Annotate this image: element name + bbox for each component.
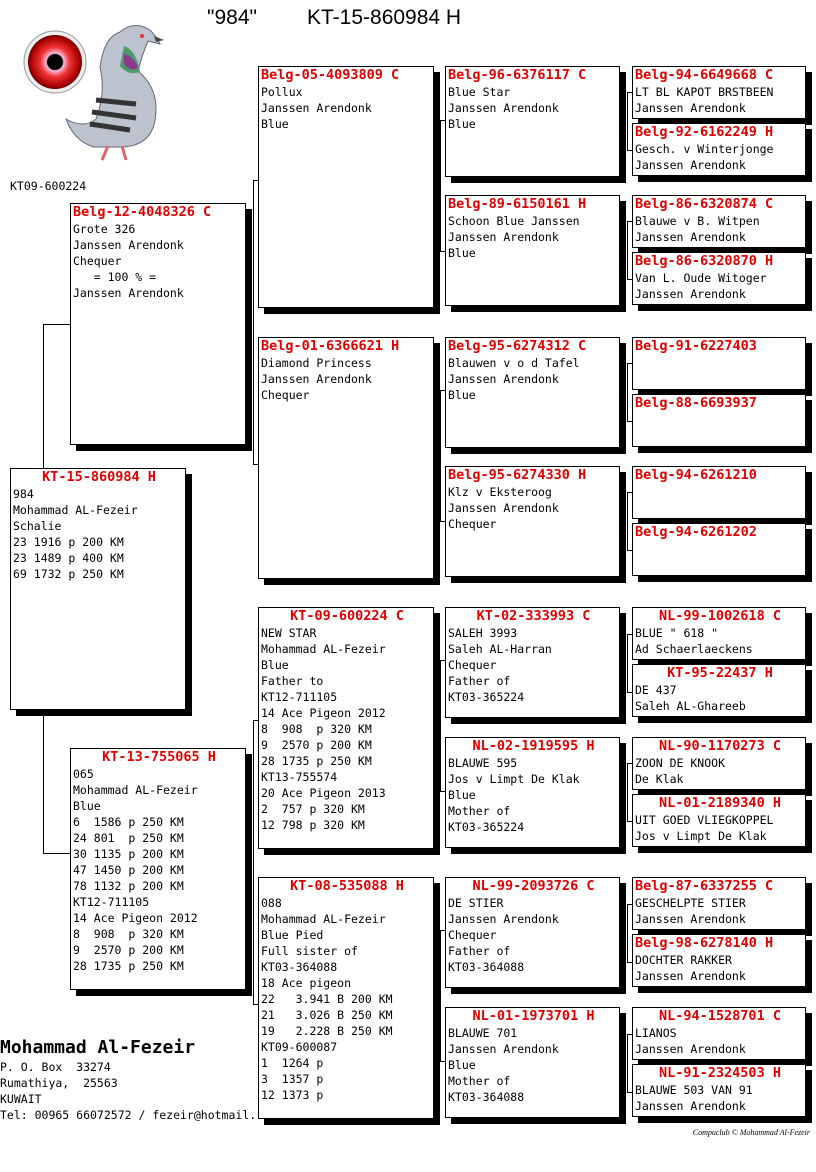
info-line: Janssen Arendonk bbox=[448, 912, 559, 926]
info-line: Chequer bbox=[261, 388, 310, 402]
info-line: Jos v Limpt De Klak bbox=[448, 772, 580, 786]
info-line: KT13-755574 bbox=[261, 770, 338, 784]
info-line: 065 bbox=[73, 767, 94, 781]
info-line: Mother of bbox=[448, 804, 511, 818]
ancestor-card[interactable] bbox=[632, 66, 806, 119]
info-line: 8 908 p 320 KM bbox=[73, 927, 184, 941]
info-line: Janssen Arendonk bbox=[635, 101, 746, 115]
ancestor-card[interactable] bbox=[632, 607, 806, 660]
info-line: 19 2.228 B 250 KM bbox=[261, 1024, 393, 1038]
pigeon-eye-logo-icon bbox=[8, 12, 168, 164]
info-line: 3 1357 p bbox=[261, 1072, 324, 1086]
info-line: Blue bbox=[448, 788, 476, 802]
ring-number: Belg-92-6162249 H bbox=[635, 124, 774, 140]
info-line: 22 3.941 B 200 KM bbox=[261, 992, 393, 1006]
info-line: Grote 326 bbox=[73, 222, 136, 236]
info-line: LIANOS bbox=[635, 1026, 677, 1040]
info-line: 9 2570 p 200 KM bbox=[261, 738, 372, 752]
info-line: Full sister of bbox=[261, 944, 358, 958]
ancestor-card[interactable] bbox=[632, 394, 806, 447]
ring-number: KT-15-860984 H bbox=[42, 469, 156, 485]
info-line: Mohammad AL-Fezeir bbox=[261, 912, 386, 926]
info-line: 23 1916 p 200 KM bbox=[13, 535, 124, 549]
info-line: = 100 % = bbox=[73, 270, 157, 284]
info-line: 47 1450 p 200 KM bbox=[73, 863, 184, 877]
info-line: NEW STAR bbox=[261, 626, 317, 640]
info-line: Janssen Arendonk bbox=[448, 1042, 559, 1056]
ring-number: Belg-05-4093809 C bbox=[261, 67, 400, 83]
info-line: DE STIER bbox=[448, 896, 504, 910]
great-grandparent-card[interactable] bbox=[445, 466, 620, 577]
info-line: Blauwe v B. Witpen bbox=[635, 214, 760, 228]
grandparent-card[interactable] bbox=[258, 66, 434, 308]
info-line: Janssen Arendonk bbox=[635, 1099, 746, 1113]
info-line: 6 1586 p 250 KM bbox=[73, 815, 184, 829]
ring-number: Belg-89-6150161 H bbox=[448, 196, 587, 212]
ring-number: Belg-94-6261202 bbox=[635, 524, 757, 540]
info-line: 28 1735 p 250 KM bbox=[73, 959, 184, 973]
info-line: Janssen Arendonk bbox=[635, 230, 746, 244]
info-line: Janssen Arendonk bbox=[635, 1042, 746, 1056]
info-line: Saleh AL-Harran bbox=[448, 642, 552, 656]
ring-number: NL-02-1919595 H bbox=[472, 738, 595, 754]
ring-number: NL-01-2189340 H bbox=[659, 795, 781, 811]
ancestor-card[interactable] bbox=[632, 1064, 806, 1117]
info-line: 78 1132 p 200 KM bbox=[73, 879, 184, 893]
info-line: GESCHELPTE STIER bbox=[635, 896, 746, 910]
info-line: 984 bbox=[13, 487, 34, 501]
ancestor-card[interactable] bbox=[632, 794, 806, 847]
info-line: Chequer bbox=[448, 658, 497, 672]
ancestor-card[interactable] bbox=[632, 252, 806, 305]
info-line: 30 1135 p 200 KM bbox=[73, 847, 184, 861]
info-line: Gesch. v Winterjonge bbox=[635, 142, 774, 156]
ancestor-card[interactable] bbox=[632, 877, 806, 930]
info-line: Schalie bbox=[13, 519, 62, 533]
grandparent-card[interactable] bbox=[258, 877, 434, 1119]
wire bbox=[43, 708, 71, 854]
info-line: DE 437 bbox=[635, 683, 677, 697]
info-line: KT12-711105 bbox=[261, 690, 338, 704]
info-line: Chequer bbox=[448, 517, 497, 531]
info-line: 088 bbox=[261, 896, 282, 910]
ring-number: KT-95-22437 H bbox=[667, 665, 773, 681]
info-line: ZOON DE KNOOK bbox=[635, 756, 726, 770]
wire bbox=[43, 324, 71, 472]
info-line: KT03-364088 bbox=[448, 960, 525, 974]
info-line: Blue bbox=[261, 117, 289, 131]
info-line: Ad Schaerlaeckens bbox=[635, 642, 753, 656]
info-line: Janssen Arendonk bbox=[635, 912, 746, 926]
software-credit: Compuclub © Mohammad Al-Fezeir bbox=[692, 1128, 810, 1137]
ring-number: Belg-95-6274330 H bbox=[448, 467, 587, 483]
ring-number: Belg-88-6693937 bbox=[635, 395, 757, 411]
info-line: Janssen Arendonk bbox=[73, 286, 184, 300]
info-line: Chequer bbox=[448, 928, 497, 942]
ring-number: NL-94-1528701 C bbox=[659, 1008, 781, 1024]
pigeon-name: "984" bbox=[207, 6, 257, 29]
info-line: Janssen Arendonk bbox=[635, 287, 746, 301]
info-line: 21 3.026 B 250 KM bbox=[261, 1008, 393, 1022]
info-line: Janssen Arendonk bbox=[448, 230, 559, 244]
info-line: 8 908 p 320 KM bbox=[261, 722, 372, 736]
info-line: Janssen Arendonk bbox=[635, 969, 746, 983]
owner-address-line: Rumathiya, 25563 bbox=[0, 1076, 118, 1090]
info-line: Mother of bbox=[448, 1074, 511, 1088]
ring-number: Belg-94-6649668 C bbox=[635, 67, 774, 83]
info-line: Janssen Arendonk bbox=[448, 372, 559, 386]
info-line: 18 Ace pigeon bbox=[261, 976, 352, 990]
info-line: 24 801 p 250 KM bbox=[73, 831, 184, 845]
ancestor-card[interactable] bbox=[632, 123, 806, 176]
ancestor-card[interactable] bbox=[632, 195, 806, 248]
ring-number: KT-02-333993 C bbox=[476, 608, 591, 624]
ring-number: Belg-87-6337255 C bbox=[635, 878, 774, 894]
owner-country: KUWAIT bbox=[0, 1092, 42, 1106]
info-line: SALEH 3993 bbox=[448, 626, 518, 640]
subject-pigeon-card[interactable] bbox=[10, 468, 186, 710]
info-line: Janssen Arendonk bbox=[635, 158, 746, 172]
owner-name: Mohammad Al-Fezeir bbox=[0, 1037, 196, 1058]
ancestor-card[interactable] bbox=[632, 466, 806, 519]
info-line: Blue bbox=[73, 799, 101, 813]
grandparent-card[interactable] bbox=[258, 607, 434, 849]
info-line: Blue bbox=[448, 388, 476, 402]
ring-number: KT-09-600224 C bbox=[290, 608, 404, 624]
great-grandparent-card[interactable] bbox=[445, 66, 620, 177]
info-line: Diamond Princess bbox=[261, 356, 372, 370]
info-line: 2 757 p 320 KM bbox=[261, 802, 365, 816]
info-line: KT03-365224 bbox=[448, 820, 525, 834]
ring-number: NL-90-1170273 C bbox=[659, 738, 781, 754]
ancestor-card[interactable] bbox=[632, 934, 806, 987]
info-line: DOCHTER RAKKER bbox=[635, 953, 732, 967]
logo bbox=[8, 12, 168, 164]
info-line: Van L. Oude Witoger bbox=[635, 271, 767, 285]
ancestor-card[interactable] bbox=[632, 337, 806, 390]
ring-number: KT-13-755065 H bbox=[102, 749, 216, 765]
info-line: KT03-364088 bbox=[261, 960, 338, 974]
info-line: Schoon Blue Janssen bbox=[448, 214, 580, 228]
info-line: Janssen Arendonk bbox=[448, 501, 559, 515]
info-line: Mohammad AL-Fezeir bbox=[261, 642, 386, 656]
info-line: Blauwen v o d Tafel bbox=[448, 356, 580, 370]
info-line: 12 1373 p bbox=[261, 1088, 324, 1102]
ancestor-card[interactable] bbox=[632, 1007, 806, 1060]
grandparent-card[interactable] bbox=[258, 337, 434, 579]
ring-number: Belg-94-6261210 bbox=[635, 467, 757, 483]
info-line: Janssen Arendonk bbox=[73, 238, 184, 252]
info-line: Blue bbox=[261, 658, 289, 672]
ring-number: Belg-86-6320870 H bbox=[635, 253, 774, 269]
info-line: KT12-711105 bbox=[73, 895, 150, 909]
great-grandparent-card[interactable] bbox=[445, 1007, 620, 1118]
info-line: 20 Ace Pigeon 2013 bbox=[261, 786, 386, 800]
info-line: 23 1489 p 400 KM bbox=[13, 551, 124, 565]
info-line: Chequer bbox=[73, 254, 122, 268]
info-line: Mohammad AL-Fezeir bbox=[73, 783, 198, 797]
ring-number: KT-08-535088 H bbox=[290, 878, 404, 894]
info-line: Janssen Arendonk bbox=[448, 101, 559, 115]
ring-number: Belg-95-6274312 C bbox=[448, 338, 587, 354]
info-line: Mohammad AL-Fezeir bbox=[13, 503, 138, 517]
ring-number: Belg-86-6320874 C bbox=[635, 196, 774, 212]
info-line: LT BL KAPOT BRSTBEEN bbox=[635, 85, 774, 99]
ring-number: NL-99-2093726 C bbox=[472, 878, 595, 894]
ring-number: Belg-96-6376117 C bbox=[448, 67, 587, 83]
great-grandparent-card[interactable] bbox=[445, 877, 620, 988]
info-line: 14 Ace Pigeon 2012 bbox=[73, 911, 198, 925]
pigeon-ring-title: KT-15-860984 H bbox=[307, 6, 462, 29]
info-line: 28 1735 p 250 KM bbox=[261, 754, 372, 768]
info-line: Saleh AL-Ghareeb bbox=[635, 699, 746, 713]
logo-caption: KT09-600224 bbox=[10, 179, 87, 193]
ring-number: Belg-91-6227403 bbox=[635, 338, 757, 354]
great-grandparent-card[interactable] bbox=[445, 195, 620, 306]
ring-number: NL-01-1973701 H bbox=[472, 1008, 595, 1024]
owner-address-line: P. O. Box 33274 bbox=[0, 1060, 111, 1074]
info-line: 1 1264 p bbox=[261, 1056, 324, 1070]
info-line: Blue Pied bbox=[261, 928, 324, 942]
info-line: 69 1732 p 250 KM bbox=[13, 567, 124, 581]
great-grandparent-card[interactable] bbox=[445, 337, 620, 448]
info-line: Father of bbox=[448, 674, 511, 688]
ancestor-card[interactable] bbox=[632, 737, 806, 790]
info-line: Blue bbox=[448, 117, 476, 131]
great-grandparent-card[interactable] bbox=[445, 607, 620, 718]
info-line: Father of bbox=[448, 944, 511, 958]
info-line: 14 Ace Pigeon 2012 bbox=[261, 706, 386, 720]
info-line: De Klak bbox=[635, 772, 684, 786]
info-line: Janssen Arendonk bbox=[261, 372, 372, 386]
ring-number: Belg-12-4048326 C bbox=[73, 204, 212, 220]
info-line: Father to bbox=[261, 674, 324, 688]
info-line: BLUE " 618 " bbox=[635, 626, 719, 640]
info-line: BLAUWE 595 bbox=[448, 756, 518, 770]
dam-card[interactable] bbox=[70, 748, 246, 990]
info-line: KT03-364088 bbox=[448, 1090, 525, 1104]
info-line: 12 798 p 320 KM bbox=[261, 818, 365, 832]
ring-number: Belg-98-6278140 H bbox=[635, 935, 774, 951]
info-line: KT09-600087 bbox=[261, 1040, 338, 1054]
ancestor-card[interactable] bbox=[632, 664, 806, 717]
info-line: UIT GOED VLIEGKOPPEL bbox=[635, 813, 774, 827]
info-line: Blue bbox=[448, 246, 476, 260]
info-line: Blue bbox=[448, 1058, 476, 1072]
ring-number: Belg-01-6366621 H bbox=[261, 338, 400, 354]
info-line: Pollux bbox=[261, 85, 303, 99]
info-line: BLAUWE 503 VAN 91 bbox=[635, 1083, 753, 1097]
info-line: Janssen Arendonk bbox=[261, 101, 372, 115]
info-line: KT03-365224 bbox=[448, 690, 525, 704]
info-line: Jos v Limpt De Klak bbox=[635, 829, 767, 843]
great-grandparent-card[interactable] bbox=[445, 737, 620, 848]
ring-number: NL-99-1002618 C bbox=[659, 608, 781, 624]
ancestor-card[interactable] bbox=[632, 523, 806, 576]
info-line: Klz v Eksteroog bbox=[448, 485, 552, 499]
info-line: Blue Star bbox=[448, 85, 511, 99]
info-line: BLAUWE 701 bbox=[448, 1026, 518, 1040]
owner-contact: Tel: 00965 66072572 / fezeir@hotmail. bbox=[0, 1108, 257, 1122]
sire-card[interactable] bbox=[70, 203, 246, 445]
info-line: 9 2570 p 200 KM bbox=[73, 943, 184, 957]
ring-number: NL-91-2324503 H bbox=[659, 1065, 781, 1081]
